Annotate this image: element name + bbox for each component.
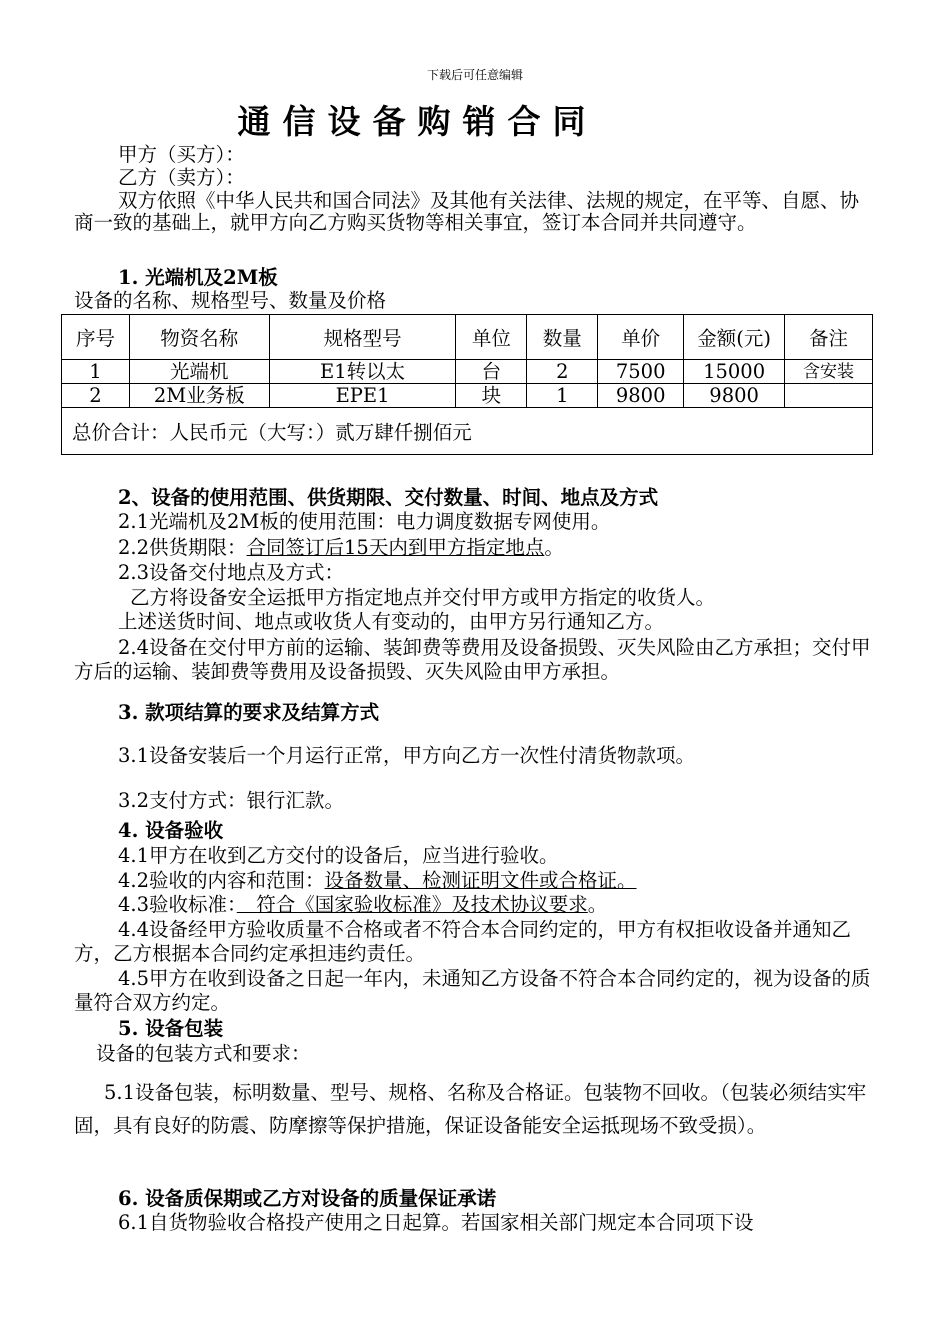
section-1-subheading: 设备的名称、规格型号、数量及价格 (74, 289, 387, 312)
section-4-line-4: 4.4设备经甲方验收质量不合格或者不符合本合同约定的，甲方有权拒收设备并通知乙方，乙方根据本合同约定承担违约责任。 (74, 918, 852, 965)
cell-qty: 2 (527, 360, 598, 384)
cell-remark (785, 384, 873, 408)
supply-period-label: 2.2供货期限： (118, 536, 247, 559)
col-header-name: 物资名称 (129, 315, 269, 360)
cell-qty: 1 (527, 384, 598, 408)
col-header-amount: 金额(元) (684, 315, 785, 360)
section-3-line-2: 3.2支付方式：银行汇款。 (118, 789, 345, 812)
supply-period-end: 。 (544, 536, 564, 559)
header-note: 下载后可任意编辑 (426, 68, 523, 82)
col-header-qty: 数量 (527, 315, 598, 360)
section-4-heading: 4. 设备验收 (118, 819, 224, 842)
cell-model: E1转以太 (269, 360, 456, 384)
cell-price: 7500 (598, 360, 684, 384)
section-2-heading: 2、设备的使用范围、供货期限、交付数量、时间、地点及方式 (118, 486, 659, 509)
intro-paragraph: 双方依照《中华人民共和国合同法》及其他有关法律、法规的规定，在平等、自愿、协商一致的基础上，就甲方向乙方购买货物等相关事宜，签订本合同并共同遵守。 (74, 189, 860, 234)
section-2-line-5: 上述送货时间、地点或收货人有变动的，由甲方另行通知乙方。 (118, 610, 665, 633)
section-4-line-5: 4.5甲方在收到设备之日起一年内，未通知乙方设备不符合本合同约定的，视为设备的质量符合双方约定。 (74, 967, 871, 1014)
cell-index: 1 (62, 360, 130, 384)
section-2-line-3: 2.3设备交付地点及方式： (118, 561, 345, 584)
total-price-cell: 总价合计：人民币元（大写：）贰万肆仟捌佰元 (62, 408, 873, 455)
section-5-line-1: 设备的包装方式和要求： (96, 1042, 311, 1065)
section-6-line-1: 6.1自货物验收合格投产使用之日起算。若国家相关部门规定本合同项下设 (118, 1211, 754, 1234)
section-2-line-1: 2.1光端机及2M板的使用范围：电力调度数据专网使用。 (118, 510, 611, 533)
col-header-unit: 单位 (456, 315, 527, 360)
acceptance-scope-label: 4.2验收的内容和范围： (118, 869, 325, 892)
equipment-table (61, 314, 873, 455)
table-row (62, 384, 873, 408)
party-a-line: 甲方（买方）： (118, 143, 245, 166)
col-header-model: 规格型号 (269, 315, 456, 360)
cell-index: 2 (62, 384, 130, 408)
section-2-line-2 (118, 537, 564, 559)
table-header-row (62, 315, 873, 360)
cell-unit: 台 (456, 360, 527, 384)
section-4-line-1: 4.1甲方在收到乙方交付的设备后，应当进行验收。 (118, 844, 559, 867)
cell-unit: 块 (456, 384, 527, 408)
section-6-heading: 6. 设备质保期或乙方对设备的质量保证承诺 (118, 1187, 497, 1210)
supply-period-value: 合同签订后15天内到甲方指定地点 (246, 536, 545, 559)
col-header-remark: 备注 (785, 315, 873, 360)
contract-title: 通信设备购销合同 (237, 102, 598, 141)
party-b-line: 乙方（卖方）： (118, 166, 245, 189)
section-3-line-1: 3.1设备安装后一个月运行正常，甲方向乙方一次性付清货物款项。 (118, 744, 696, 767)
col-header-index: 序号 (62, 315, 130, 360)
cell-name: 2M业务板 (129, 384, 269, 408)
section-3-heading: 3. 款项结算的要求及结算方式 (118, 701, 380, 724)
acceptance-standard-end: 。 (587, 893, 608, 916)
col-header-price: 单价 (598, 315, 684, 360)
section-4-line-3 (118, 894, 607, 916)
cell-price: 9800 (598, 384, 684, 408)
cell-amount: 9800 (684, 384, 785, 408)
section-4-line-2 (118, 870, 637, 892)
cell-amount: 15000 (684, 360, 785, 384)
section-2-line-4: 乙方将设备安全运抵甲方指定地点并交付甲方或甲方指定的收货人。 (130, 586, 716, 609)
section-5-line-2: 5.1设备包装，标明数量、型号、规格、名称及合格证。包装物不回收。（包装必须结实牢固，具有良好的防震、防摩擦等保护措施，保证设备能安全运抵现场不致受损）。 (74, 1081, 867, 1137)
acceptance-scope-value: 设备数量、检测证明文件或合格证。 (324, 869, 637, 892)
section-5-heading: 5. 设备包装 (118, 1017, 224, 1040)
section-1-heading: 1. 光端机及2M板 (118, 266, 278, 289)
table-row (62, 360, 873, 384)
acceptance-standard-value: 符合《国家验收标准》及技术协议要求 (236, 893, 588, 916)
table-total-row (62, 408, 873, 455)
cell-remark: 含安装 (785, 360, 873, 384)
cell-name: 光端机 (129, 360, 269, 384)
section-2-line-6: 2.4设备在交付甲方前的运输、装卸费等费用及设备损毁、灭失风险由乙方承担；交付甲方后的运输、装卸费等费用及设备损毁、灭失风险由甲方承担。 (74, 636, 871, 683)
cell-model: EPE1 (269, 384, 456, 408)
acceptance-standard-label: 4.3验收标准： (118, 893, 237, 916)
